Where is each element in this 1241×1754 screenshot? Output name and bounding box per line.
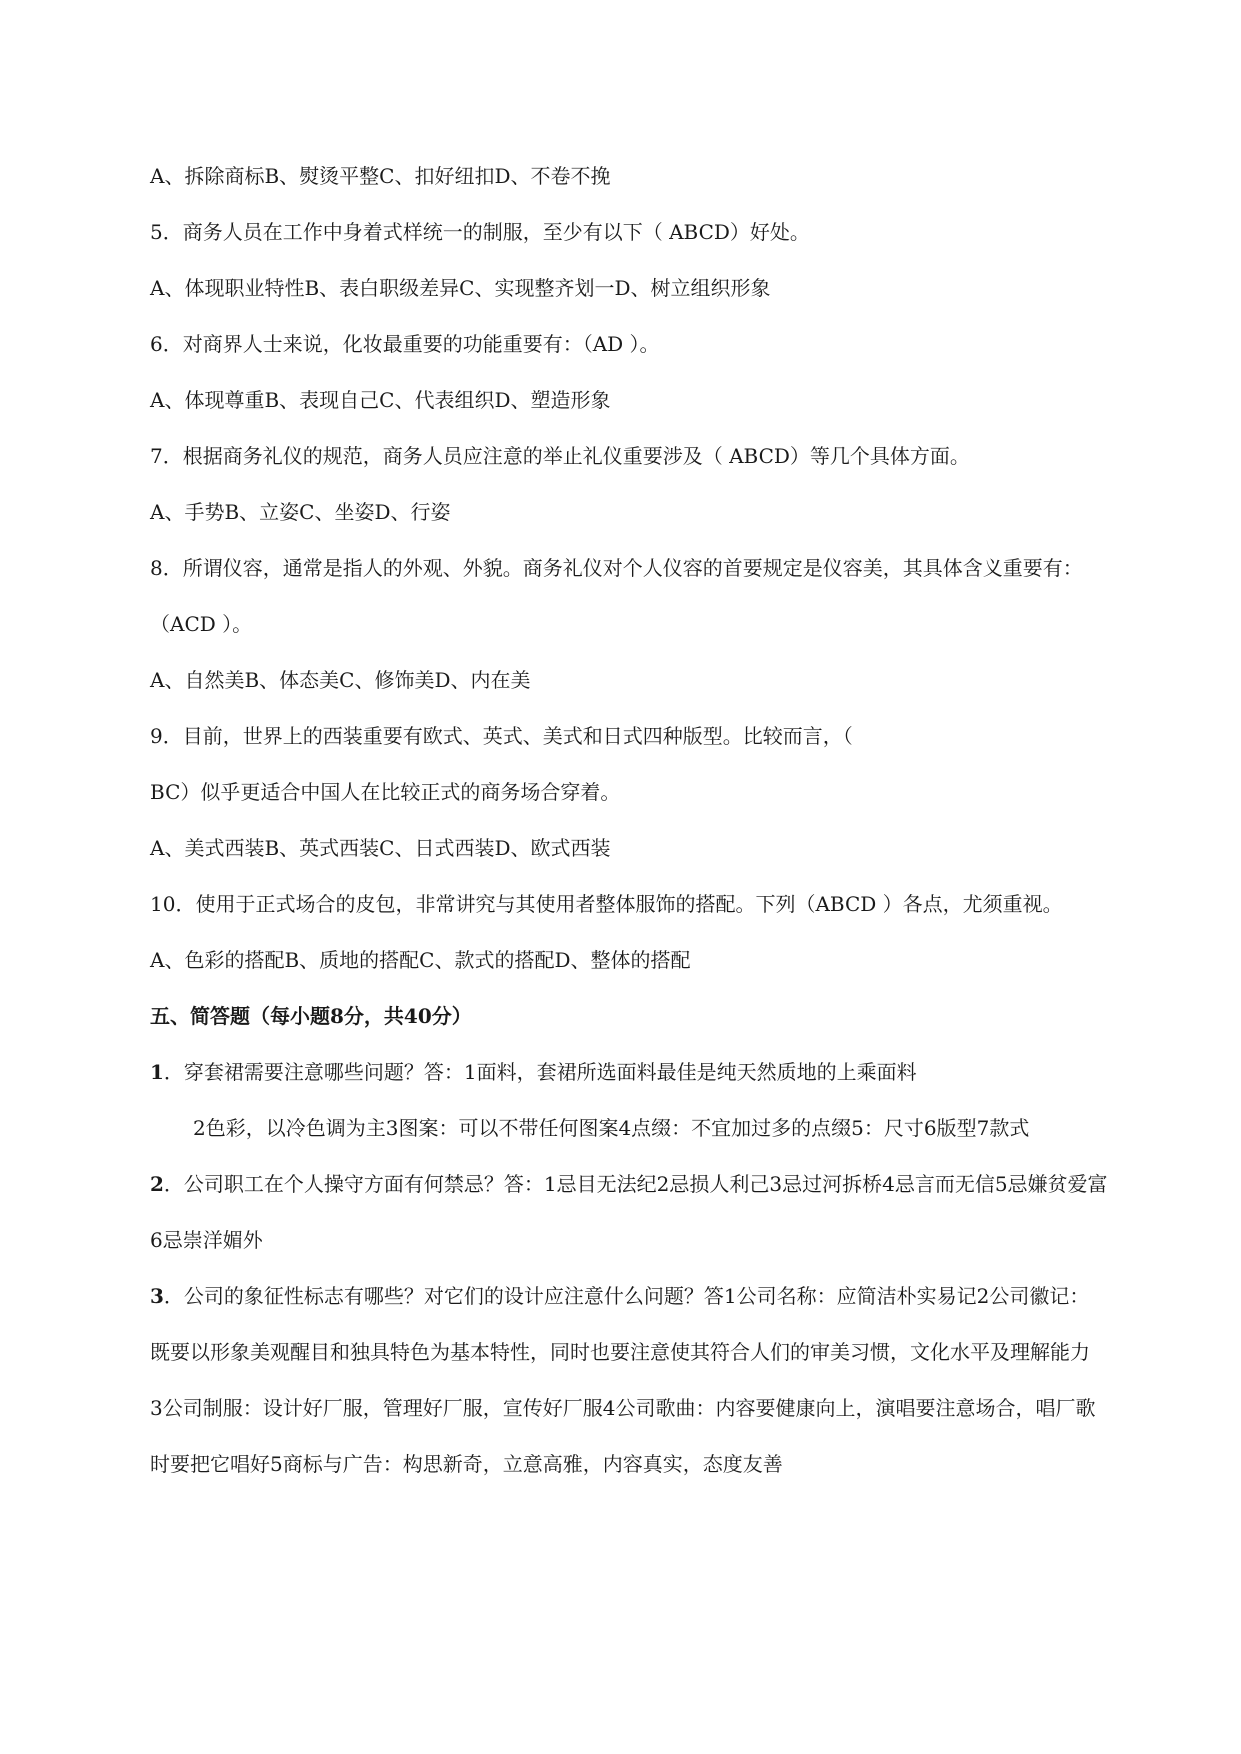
section-heading: 五、简答题（每小题8分，共40分）: [150, 1004, 472, 1028]
option-line: A、体现尊重B、表现自己C、代表组织D、塑造形象: [150, 388, 611, 412]
answer-number: 3: [150, 1284, 164, 1308]
question-line: 10．使用于正式场合的皮包，非常讲究与其使用者整体服饰的搭配。下列（ABCD ）各点，尤须重视。: [150, 892, 1063, 916]
option-line: A、美式西装B、英式西装C、日式西装D、欧式西装: [150, 836, 611, 860]
option-line: A、手势B、立姿C、坐姿D、行姿: [150, 500, 451, 524]
answer-number: 1: [150, 1060, 164, 1084]
question-line: 9．目前，世界上的西装重要有欧式、英式、美式和日式四种版型。比较而言，（: [150, 724, 853, 748]
answer-line-continued: 6忌崇洋媚外: [150, 1228, 263, 1252]
option-line: A、体现职业特性B、表白职级差异C、实现整齐划一D、树立组织形象: [150, 276, 771, 300]
question-line: 7．根据商务礼仪的规范，商务人员应注意的举止礼仪重要涉及（ ABCD）等几个具体方面。: [150, 444, 970, 468]
answer-line-continued: 既要以形象美观醒目和独具特色为基本特性，同时也要注意使其符合人们的审美习惯，文化水平及理解能力: [150, 1340, 1090, 1364]
question-line: 6．对商界人士来说，化妆最重要的功能重要有：（AD ）。: [150, 332, 660, 356]
answer-line: [150, 1058, 1170, 1086]
answer-number: 2: [150, 1172, 164, 1196]
question-line: 8．所谓仪容，通常是指人的外观、外貌。商务礼仪对个人仪容的首要规定是仪容美，其具体含义重要有：: [150, 556, 1083, 580]
answer-line-continued: 时要把它唱好5商标与广告：构思新奇，立意高雅，内容真实，态度友善: [150, 1452, 783, 1476]
answer-line-continued: 2色彩，以冷色调为主3图案：可以不带任何图案4点缀：不宜加过多的点缀5：尺寸6版型7款式: [193, 1116, 1030, 1140]
answer-text: ．公司的象征性标志有哪些？对它们的设计应注意什么问题？答1公司名称：应简洁朴实易记2公司徽记：: [163, 1284, 1090, 1308]
question-line: 5．商务人员在工作中身着式样统一的制服，至少有以下（ ABCD）好处。: [150, 220, 810, 244]
answer-line: [150, 1282, 1170, 1310]
answer-line-continued: 3公司制服：设计好厂服，管理好厂服，宣传好厂服4公司歌曲：内容要健康向上，演唱要注意场合，唱厂歌: [150, 1396, 1096, 1420]
answer-line: [150, 1170, 1170, 1198]
question-line-continued: （ACD ）。: [150, 612, 253, 636]
option-line: A、色彩的搭配B、质地的搭配C、款式的搭配D、整体的搭配: [150, 948, 691, 972]
answer-text: ．公司职工在个人操守方面有何禁忌？答：1忌目无法纪2忌损人利己3忌过河拆桥4忌言而无信5忌嫌贫爱富: [163, 1172, 1108, 1196]
option-line: A、拆除商标B、熨烫平整C、扣好纽扣D、不卷不挽: [150, 164, 611, 188]
question-line-continued: BC）似乎更适合中国人在比较正式的商务场合穿着。: [150, 780, 621, 804]
answer-text: ．穿套裙需要注意哪些问题？答：1面料，套裙所选面料最佳是纯天然质地的上乘面料: [163, 1060, 917, 1084]
option-line: A、自然美B、体态美C、修饰美D、内在美: [150, 668, 531, 692]
